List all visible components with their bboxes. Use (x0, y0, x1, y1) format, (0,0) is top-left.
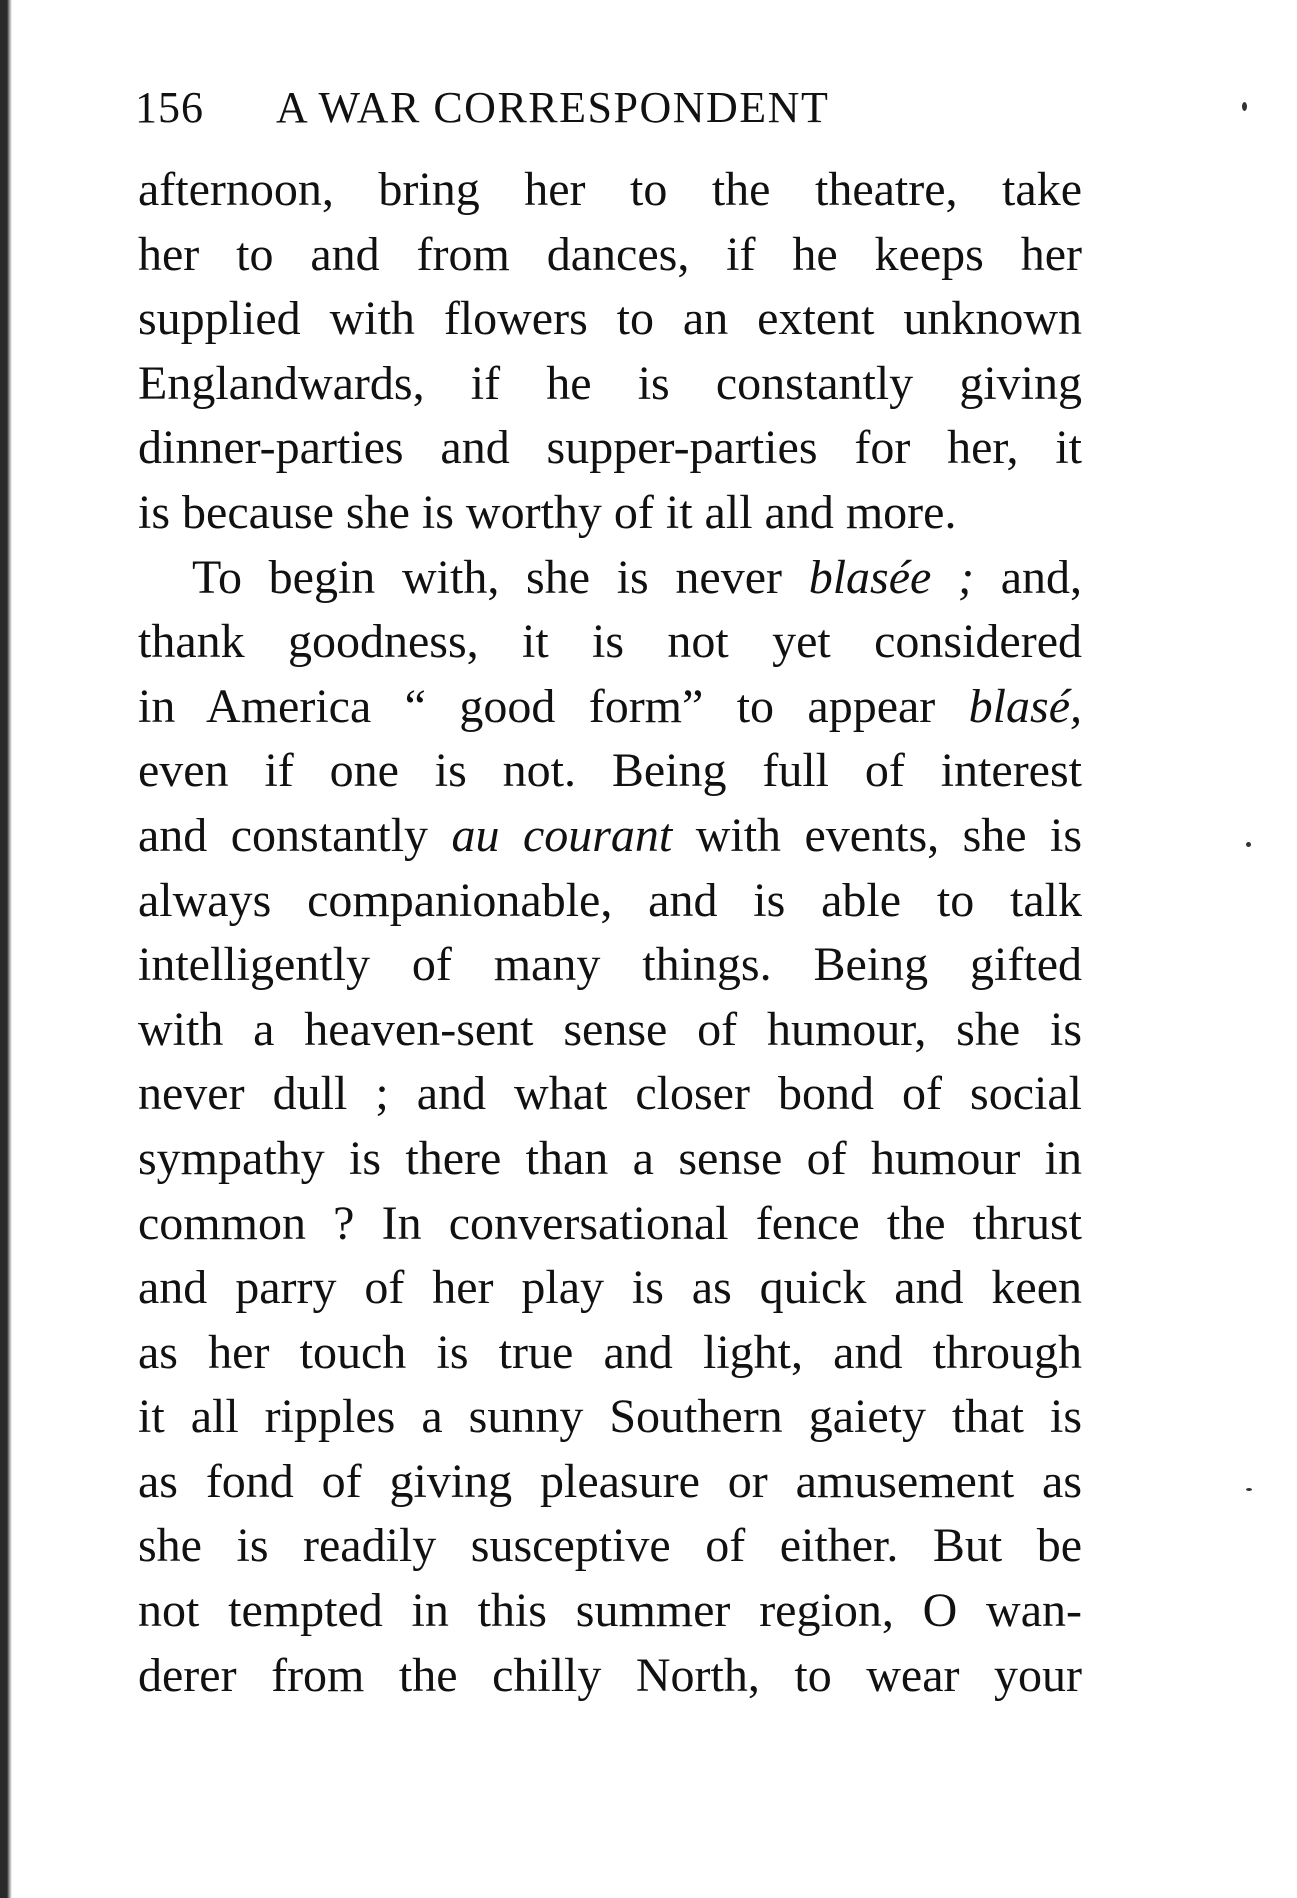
text-line: dinner-parties and supper-parties for her, it (138, 421, 1082, 475)
text-line: sympathy is there than a sense of humour in (138, 1131, 1082, 1185)
text-line: and parry of her play is as quick and keen (138, 1261, 1082, 1315)
text-line (138, 675, 1082, 740)
italic-word: blasé, (968, 679, 1082, 733)
print-speck (1242, 102, 1247, 111)
text-line: is because she is worthy of it all and more. (138, 485, 957, 539)
text-line: supplied with flowers to an extent unknown (138, 292, 1082, 346)
italic-word: blasée ; (808, 550, 975, 604)
text-segment: and constantly (138, 808, 429, 862)
text-line: she is readily susceptive of either. But be (138, 1519, 1082, 1573)
text-line: afternoon, bring her to the theatre, take (138, 163, 1082, 216)
body-text (138, 158, 1082, 1708)
page-number: 156 (135, 83, 204, 132)
text-line: intelligently of many things. Being gifted (138, 938, 1082, 992)
text-line: not tempted in this summer region, O wan- (138, 1584, 1082, 1638)
text-line: common ? In conversational fence the thrust (138, 1196, 1082, 1250)
print-speck (1246, 1488, 1252, 1491)
text-segment: in America “ good form” to appear (138, 679, 936, 733)
italic-word: au courant (451, 808, 673, 862)
text-segment: and, (1000, 550, 1083, 604)
page-header (135, 78, 1135, 138)
text-line: Englandwards, if he is constantly giving (138, 356, 1082, 410)
text-line: as fond of giving pleasure or amusement as (138, 1454, 1082, 1508)
running-title: A WAR CORRESPONDENT (276, 83, 830, 132)
text-line: it all ripples a sunny Southern gaiety that is (138, 1390, 1082, 1444)
text-line: thank goodness, it is not yet considered (138, 615, 1082, 669)
text-segment: To begin with, she is never (192, 550, 782, 604)
text-line: with a heaven-sent sense of humour, she is (138, 1002, 1082, 1056)
text-line (138, 804, 1082, 869)
text-line: derer from the chilly North, to wear your (138, 1648, 1082, 1702)
text-line: never dull ; and what closer bond of social (138, 1067, 1082, 1121)
text-line (138, 546, 1082, 611)
text-line: always companionable, and is able to talk (138, 873, 1082, 927)
text-line: her to and from dances, if he keeps her (138, 227, 1082, 281)
print-speck (1246, 842, 1251, 847)
text-segment: with events, she is (695, 808, 1083, 862)
text-line: as her touch is true and light, and through (138, 1325, 1082, 1379)
binding-edge (0, 0, 12, 1898)
text-line: even if one is not. Being full of interest (138, 744, 1082, 798)
